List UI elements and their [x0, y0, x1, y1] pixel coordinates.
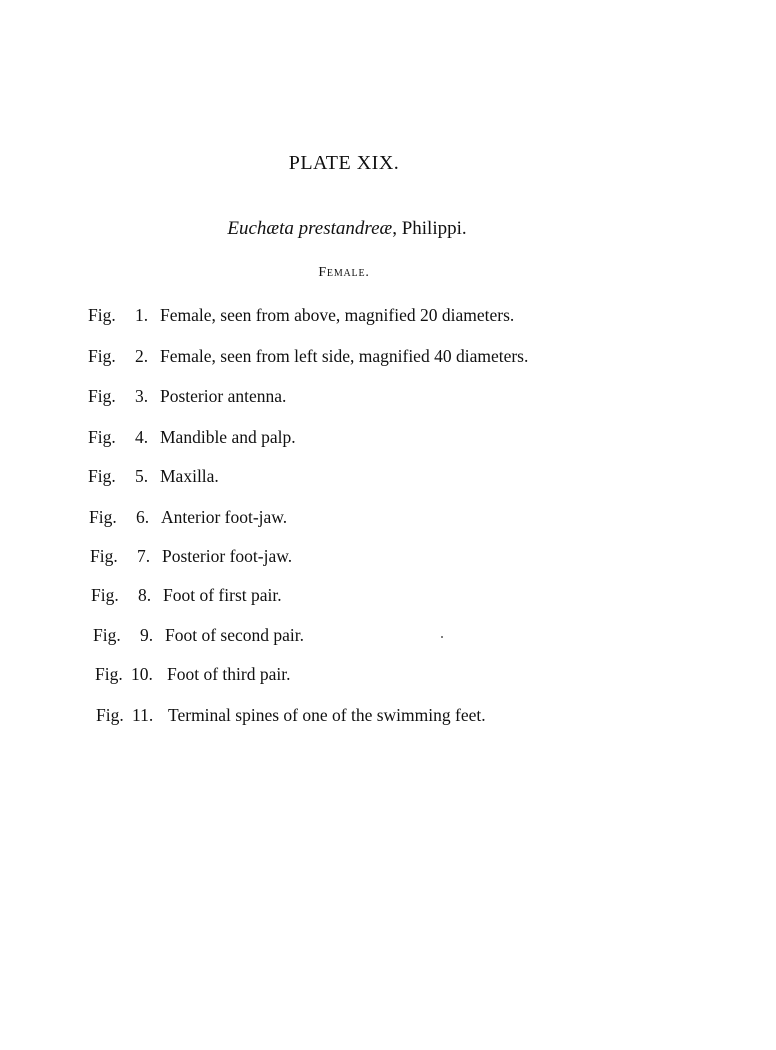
figure-number: 10. [131, 664, 153, 684]
figure-item [89, 505, 287, 529]
figure-caption: Mandible and palp. [160, 427, 296, 447]
figure-caption: Female, seen from left side, magnified 40 diameters. [160, 346, 529, 366]
figure-number: 3. [135, 386, 149, 406]
figure-number: 1. [135, 305, 149, 325]
figure-item [91, 583, 282, 607]
speck-mark [441, 636, 443, 638]
figure-label: Fig. [88, 305, 116, 325]
figure-caption: Foot of second pair. [165, 625, 305, 645]
figure-item [95, 662, 290, 686]
figure-label: Fig. [88, 386, 116, 406]
figure-number: 11. [132, 705, 154, 725]
species-heading [0, 218, 694, 240]
figure-label: Fig. [95, 664, 123, 684]
figure-item [96, 703, 486, 727]
figure-label: Fig. [88, 466, 116, 486]
figure-item [90, 544, 292, 568]
figure-caption: Posterior foot-jaw. [162, 546, 293, 566]
figure-label: Fig. [93, 625, 121, 645]
figure-number: 8. [138, 585, 152, 605]
figure-item [88, 303, 514, 327]
figure-caption: Foot of first pair. [163, 585, 282, 605]
sex-heading: Female. [318, 265, 370, 280]
figure-caption: Female, seen from above, magnified 20 diameters. [160, 305, 515, 325]
figure-number: 6. [136, 507, 150, 527]
figure-item [88, 425, 296, 449]
figure-item [88, 464, 219, 488]
figure-caption: Terminal spines of one of the swimming feet. [168, 705, 486, 725]
figure-label: Fig. [96, 705, 124, 725]
figure-item [93, 623, 304, 647]
figure-label: Fig. [88, 427, 116, 447]
figure-caption: Anterior foot-jaw. [161, 507, 288, 527]
figure-number: 2. [135, 346, 149, 366]
species-author: , Philippi. [392, 218, 467, 239]
figure-caption: Posterior antenna. [160, 386, 287, 406]
figure-number: 4. [135, 427, 149, 447]
species-name: Euchæta prestandreæ [227, 218, 393, 239]
figure-caption: Maxilla. [160, 466, 219, 486]
figure-number: 5. [135, 466, 149, 486]
figure-number: 9. [140, 625, 154, 645]
figure-label: Fig. [91, 585, 119, 605]
plate-title: PLATE XIX. [288, 152, 400, 174]
figure-caption: Foot of third pair. [167, 664, 291, 684]
figure-label: Fig. [88, 346, 116, 366]
figure-item [88, 384, 286, 408]
figure-label: Fig. [89, 507, 117, 527]
figure-label: Fig. [90, 546, 118, 566]
figure-number: 7. [137, 546, 151, 566]
figure-item [88, 344, 528, 368]
